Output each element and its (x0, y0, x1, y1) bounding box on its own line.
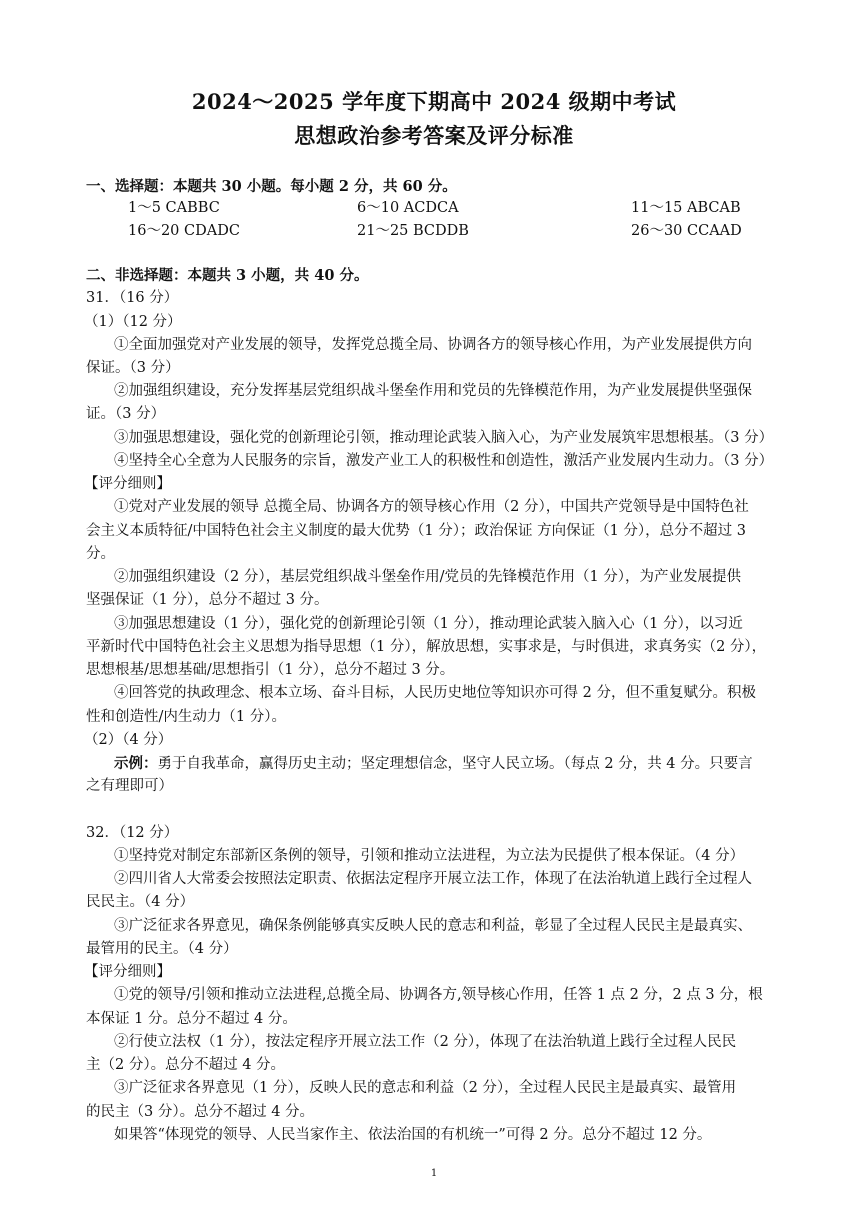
text-line: ③加强思想建设，强化党的创新理论引领，推动理论武装入脑入心，为产业发展筑牢思想根基。（3 分） (114, 430, 774, 446)
text-line: 保证。（3 分） (86, 360, 180, 376)
text-line: 最管用的民主。（4 分） (86, 941, 238, 957)
text-line: ③广泛征求各界意见，确保条例能够真实反映人民的意志和利益，彰显了全过程人民民主是最真实、 (114, 918, 752, 934)
text-line: 之有理即可） (86, 778, 173, 794)
text-line: 性和创造性/内生动力（1 分）。 (86, 709, 286, 725)
section1-heading: 一、选择题：本题共 30 小题。每小题 2 分，共 60 分。 (86, 178, 457, 195)
text-line: ①坚持党对制定东部新区条例的领导，引领和推动立法进程，为立法为民提供了根本保证。（4 分） (114, 848, 745, 864)
example-line (114, 752, 788, 776)
text-line: ①全面加强党对产业发展的领导，发挥党总揽全局、协调各方的领导核心作用，为产业发展提供方向 (114, 337, 752, 353)
text-line: ②行使立法权（1 分），按法定程序开展立法工作（2 分），体现了在法治轨道上践行全过程人民民 (114, 1034, 737, 1050)
document-subtitle: 思想政治参考答案及评分标准 (294, 123, 574, 148)
scoring-rules-heading: 【评分细则】 (84, 964, 171, 980)
question-31-header: 31．（16 分） (86, 290, 179, 306)
text-line: 分。 (86, 546, 115, 562)
text-line: ②加强组织建设（2 分），基层党组织战斗堡垒作用/党员的先锋模范作用（1 分），为产业发展提供 (114, 569, 742, 585)
text-line: 本保证 1 分。总分不超过 4 分。 (86, 1011, 297, 1027)
text-line: 的民主（3 分）。总分不超过 4 分。 (86, 1104, 315, 1120)
text-line: ④回答党的执政理念、根本立场、奋斗目标，人民历史地位等知识亦可得 2 分，但不重复赋分。积极 (114, 685, 756, 701)
text-line: 平新时代中国特色社会主义思想为指导思想（1 分），解放思想，实事求是，与时俱进，求真务实（2 分）， (86, 639, 767, 655)
text-line: 如果答“体现党的领导、人民当家作主、依法治国的有机统一”可得 2 分。总分不超过 12 分。 (114, 1127, 712, 1143)
text-line: 会主义本质特征/中国特色社会主义制度的最大优势（1 分）；政治保证 方向保证（1 分），总分不超过 3 (86, 523, 746, 539)
document-title: 2024～2025 学年度下期高中 2024 级期中考试 (191, 89, 677, 114)
answer-group-5: 21～25 BCDDB (357, 223, 469, 239)
answer-group-1: 1～5 CABBC (128, 200, 220, 216)
text-line: ③广泛征求各界意见（1 分），反映人民的意志和利益（2 分），全过程人民民主是最真实、最管用 (114, 1080, 737, 1096)
answer-group-2: 6～10 ACDCA (357, 200, 459, 216)
text-line: 坚强保证（1 分），总分不超过 3 分。 (86, 592, 329, 608)
text-line: 主（2 分）。总分不超过 4 分。 (86, 1057, 286, 1073)
scoring-rules-heading: 【评分细则】 (84, 476, 171, 492)
answer-group-6: 26～30 CCAAD (631, 223, 742, 239)
text-line: ①党对产业发展的领导 总揽全局、协调各方的领导核心作用（2 分），中国共产党领导是中国特色社 (114, 499, 749, 515)
example-text: 勇于自我革命，赢得历史主动；坚定理想信念，坚守人民立场。（每点 2 分，共 4 分。只要言 (157, 756, 753, 772)
text-line: 民民主。（4 分） (86, 894, 195, 910)
text-line: 证。（3 分） (86, 406, 166, 422)
section2-heading: 二、非选择题：本题共 3 小题，共 40 分。 (86, 267, 369, 284)
text-line: ②加强组织建设，充分发挥基层党组织战斗堡垒作用和党员的先锋模范作用，为产业发展提供坚强保 (114, 383, 752, 399)
text-line: ④坚持全心全意为人民服务的宗旨，激发产业工人的积极性和创造性，激活产业发展内生动力。（3 分） (114, 453, 774, 469)
text-line: 思想根基/思想基础/思想指引（1 分），总分不超过 3 分。 (86, 662, 455, 678)
page-number: 1 (430, 1168, 438, 1179)
q31-part2-header: （2）（4 分） (84, 732, 173, 748)
answer-group-3: 11～15 ABCAB (631, 200, 741, 216)
example-label: 示例： (114, 755, 158, 772)
q31-part1-header: （1）（12 分） (84, 314, 182, 330)
text-line: ③加强思想建设（1 分），强化党的创新理论引领（1 分），推动理论武装入脑入心（1 分），以习近 (114, 616, 743, 632)
text-line: ②四川省人大常委会按照法定职责、依据法定程序开展立法工作，体现了在法治轨道上践行全过程人 (114, 871, 752, 887)
text-line: ①党的领导/引领和推动立法进程,总揽全局、协调各方,领导核心作用，任答 1 点 2 分，2 点 3 分，根 (114, 987, 763, 1003)
answer-group-4: 16～20 CDADC (128, 223, 240, 239)
question-32-header: 32．（12 分） (86, 825, 179, 841)
